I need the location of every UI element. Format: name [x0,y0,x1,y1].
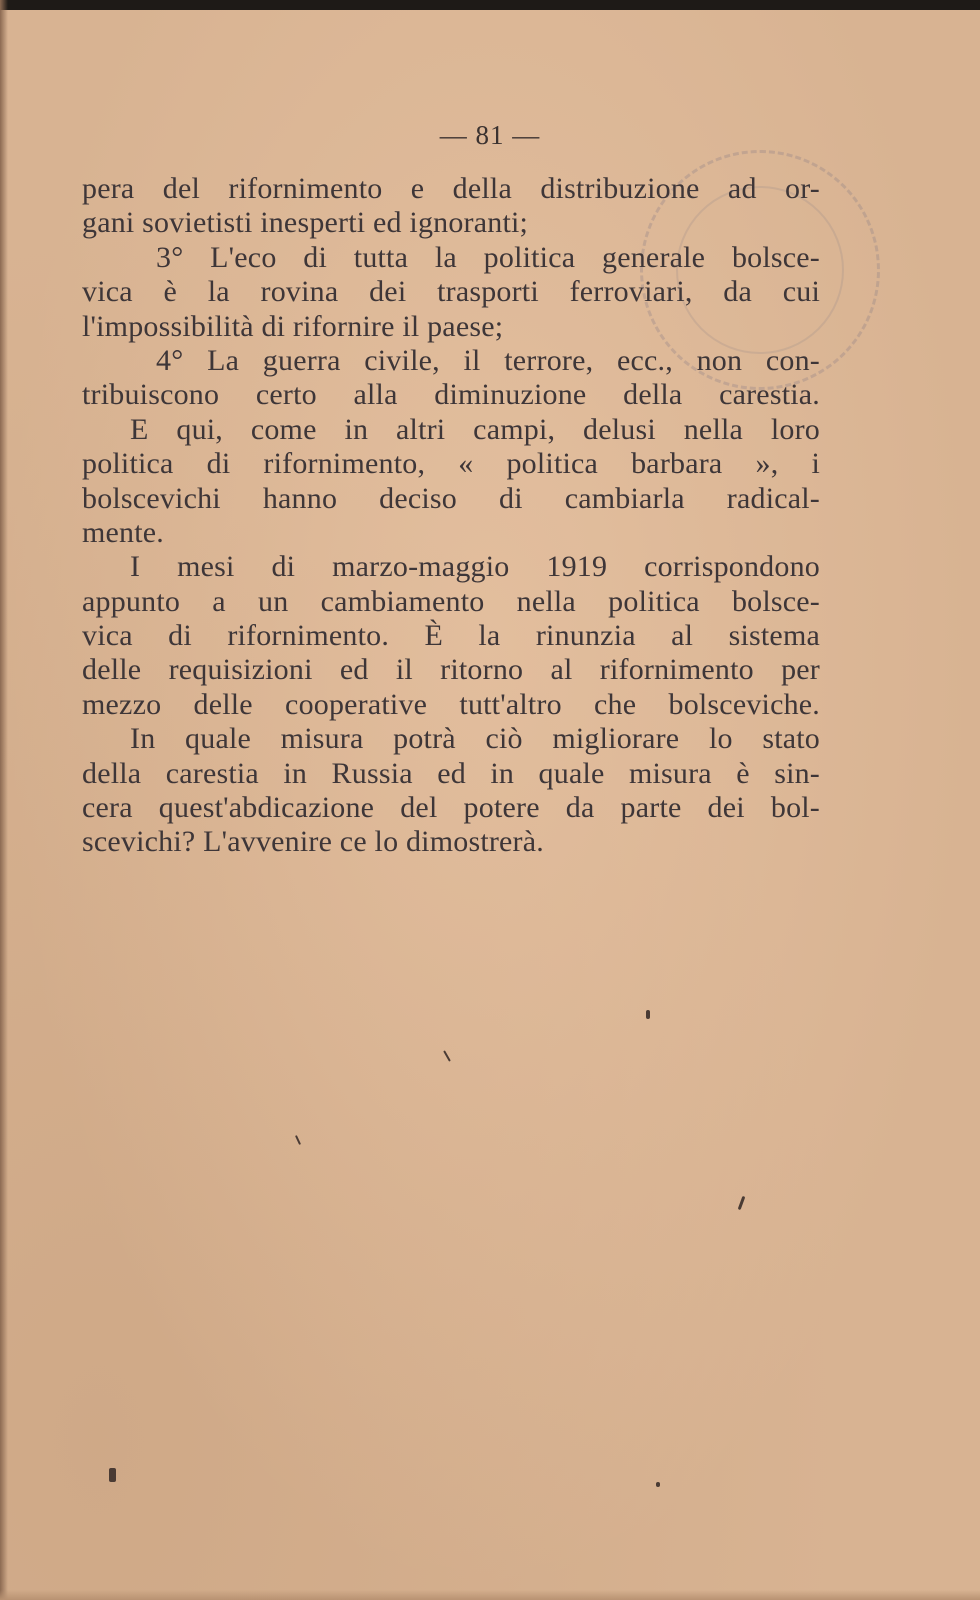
text-line: vica è la rovina dei trasporti ferroviari, da cui [82,275,820,309]
text-line: scevichi? L'avvenire ce lo dimostrerà. [82,825,544,859]
text-line: gani sovietisti inesperti ed ignoranti; [82,206,529,240]
scan-left-edge [0,0,8,1600]
text-line: pera del rifornimento e della distribuzione ad or- [82,172,820,205]
paper-speck [656,1482,660,1487]
text-line: delle requisizioni ed il ritorno al rifornimento per [82,653,820,687]
paper-speck [443,1050,451,1061]
page-number: — 81 — [439,120,541,150]
text-line: mente. [82,515,165,549]
text-line: mezzo delle cooperative tutt'altro che bolsceviche. [82,687,820,721]
text-line: politica di rifornimento, « politica barbara », i [82,447,820,481]
body-text [82,172,820,860]
paper-speck [738,1196,746,1210]
paper-speck [295,1135,301,1145]
scan-bottom-edge [0,1590,980,1600]
paper-speck [646,1010,650,1019]
text-line: vica di rifornimento. È la rinunzia al sistema [82,619,820,653]
text-line: In quale misura potrà ciò migliorare lo stato [130,722,820,756]
text-line: I mesi di marzo-maggio 1919 corrispondono [130,550,820,584]
text-line: cera quest'abdicazione del potere da parte dei bol- [82,791,820,825]
scan-top-edge [0,0,980,10]
text-line: della carestia in Russia ed in quale misura è sin- [82,756,820,790]
text-line: 3° L'eco di tutta la politica generale bolsce- [156,240,820,274]
text-line: E qui, come in altri campi, delusi nella loro [130,412,820,446]
text-line: bolscevichi hanno deciso di cambiarla radical- [82,481,820,515]
text-line: 4° La guerra civile, il terrore, ecc., non con- [156,343,820,377]
paper-speck [109,1468,116,1482]
text-line: appunto a un cambiamento nella politica bolsce- [82,584,820,618]
text-line: tribuiscono certo alla diminuzione della carestia. [82,378,820,412]
text-line: l'impossibilità di rifornire il paese; [82,309,504,343]
